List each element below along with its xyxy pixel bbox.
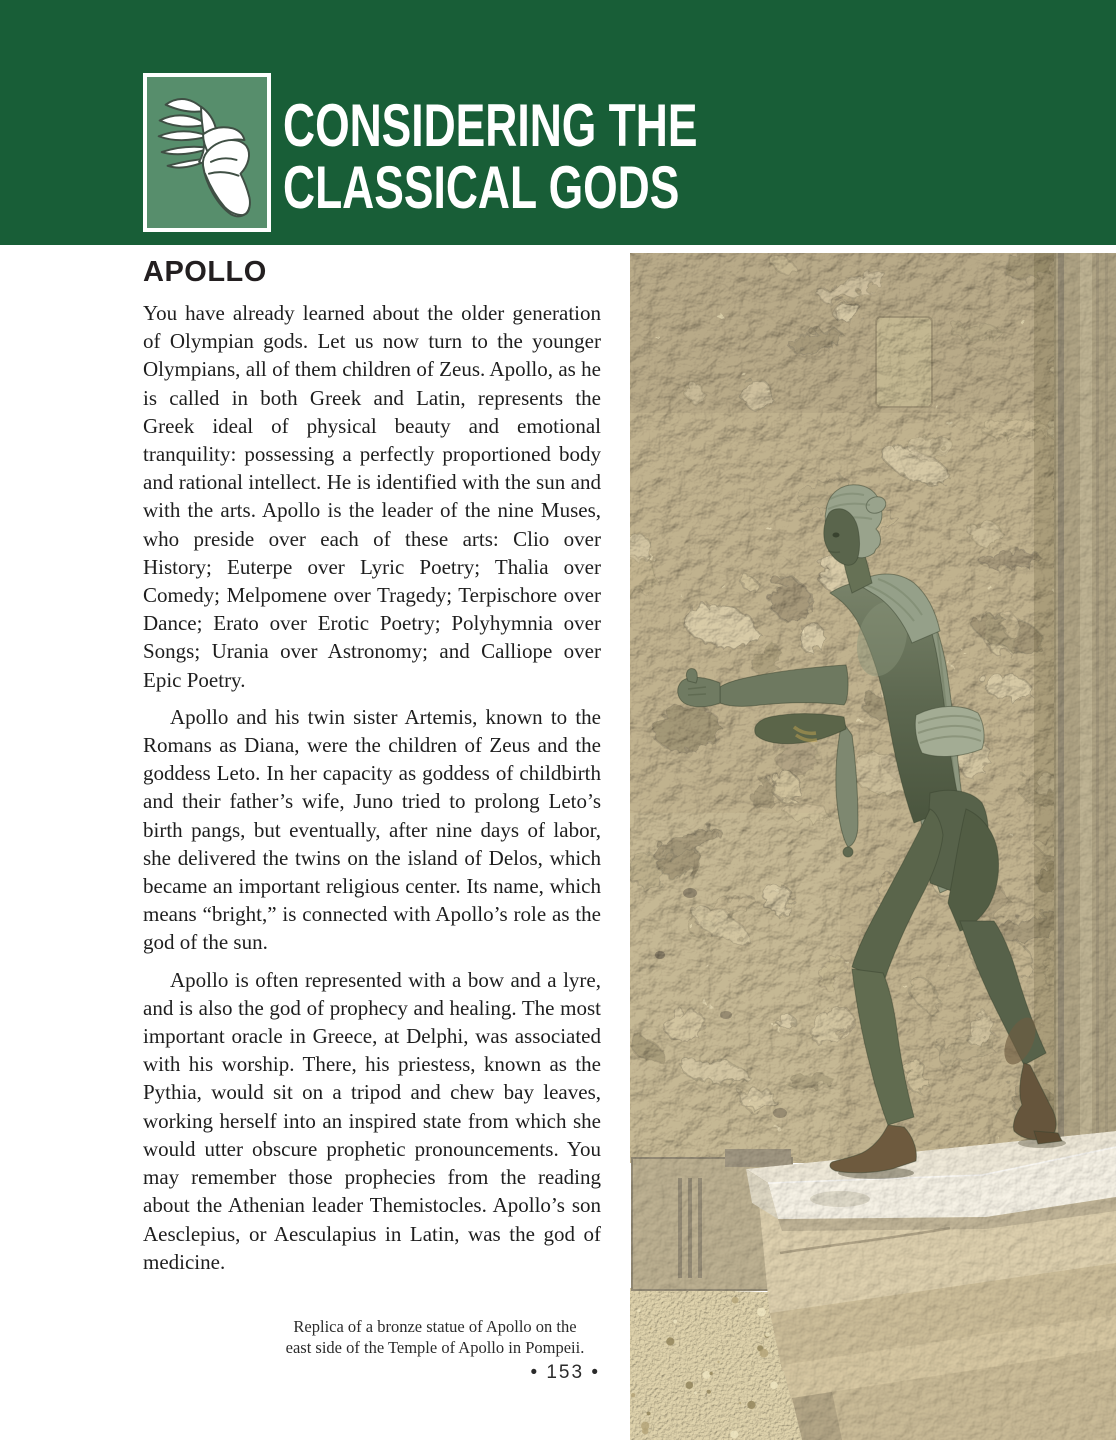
tufa-patch-block [876,317,932,407]
figure-caption [270,1316,600,1358]
chapter-title-line1: CONSIDERING THE [283,92,698,159]
column-shadow [1034,253,1056,1143]
chapter-header-band [0,0,1116,245]
paragraph-2: Apollo and his twin sister Artemis, known to the Romans as Diana, were the children of Zeus and the goddess Leto. In her capacity as goddess of childbirth and their father’s wife, Juno tried to prolong Leto’s birth pangs, but eventually, after nine days of labor, she delivered the twins on the island of Delos, which became an important religious center. Its name, which means “bright,” is connected with Apollo’s role as the god of the sun. [143,704,601,955]
page-title: APOLLO [143,256,267,288]
chapter-icon-box [143,73,271,232]
paragraph-1: You have already learned about the older generation of Olympian gods. Let us now turn to the younger Olympians, all of them children of Zeus. Apollo, as he is called in both Greek and Latin, represents the Greek ideal of physical beauty and emotional tranquility: possessing a perfectly proportioned body and rational intellect. He is identified with the sun and with the arts. Apollo is the leader of the nine Muses, who preside over each of these arts: Clio over History; Euterpe over Lyric Poetry; Thalia over Comedy; Melpomene over Tragedy; Terpischore over Dance; Erato over Erotic Poetry; Polyhymnia over Songs; Urania over Astronomy; and Calliope over Epic Poetry. [143,301,601,692]
caption-line1: Replica of a bronze statue of Apollo on the [293,1317,577,1336]
apollo-statue-photo [630,253,1116,1440]
body-text [143,299,601,1276]
caption-line2: east side of the Temple of Apollo in Pompeii. [285,1338,585,1357]
statue-scene [630,253,1116,1440]
winged-sandal-icon [151,83,263,222]
paragraph-3: Apollo is often represented with a bow and a lyre, and is also the god of prophecy and healing. The most important oracle in Greece, at Delphi, was associated with his worship. There, his priestess, known as the Pythia, would sit on a tripod and chew bay leaves, working herself into an inspired state from which she would utter obscure prophetic pronouncements. You may remember those prophecies from the reading about the Athenian leader Themistocles. Apollo’s son Aesclepius, or Aesculapius in Latin, was the god of medicine. [143,967,601,1274]
chapter-title-line2: CLASSICAL GODS [283,154,680,221]
chapter-title [283,92,698,221]
page-number: • 153 • [530,1362,600,1383]
column [1054,253,1116,1143]
marble-pedestal [746,1131,1116,1440]
